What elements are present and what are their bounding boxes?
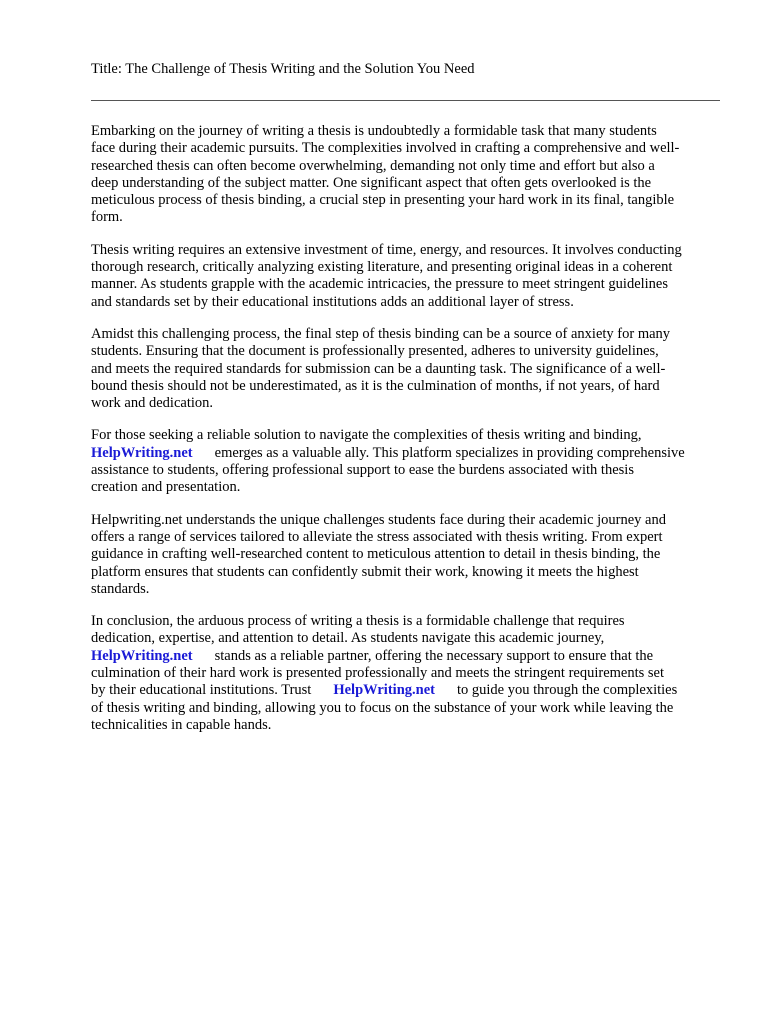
paragraph-introduction bbox=[91, 123, 731, 227]
paragraph-services bbox=[91, 512, 731, 598]
text-segment: by their educational institutions. Trust bbox=[91, 682, 312, 699]
text-line: dedication, expertise, and attention to detail. As students navigate this academic journey, bbox=[91, 630, 605, 647]
text-line bbox=[91, 682, 731, 699]
document-title: Title: The Challenge of Thesis Writing and the Solution You Need bbox=[91, 61, 475, 77]
text-line: Amidst this challenging process, the final step of thesis binding can be a source of anxiety for many bbox=[91, 325, 671, 342]
text-segment: to guide you through the complexities bbox=[456, 682, 678, 699]
paragraph-binding bbox=[91, 326, 731, 412]
text-line: work and dedication. bbox=[91, 395, 214, 412]
text-line: face during their academic pursuits. The complexities involved in crafting a comprehensive and well- bbox=[91, 140, 680, 157]
text-line: assistance to students, offering professional support to ease the burdens associated with thesis bbox=[91, 462, 634, 479]
text-line: Thesis writing requires an extensive investment of time, energy, and resources. It involves conducting bbox=[91, 241, 682, 258]
text-segment: emerges as a valuable ally. This platform specializes in providing comprehensive bbox=[214, 444, 685, 461]
text-line: of thesis writing and binding, allowing you to focus on the substance of your work while leaving the bbox=[91, 699, 674, 716]
text-line: form. bbox=[91, 209, 123, 226]
text-line: researched thesis can often become overwhelming, demanding not only time and effort but also a bbox=[91, 157, 655, 174]
text-line: platform ensures that students can confidently submit their work, knowing it meets the highest bbox=[91, 563, 639, 580]
text-line: thorough research, critically analyzing existing literature, and presenting original ideas in a coherent bbox=[91, 259, 673, 276]
text-line bbox=[91, 445, 731, 462]
text-line: and standards set by their educational institutions adds an additional layer of stress. bbox=[91, 293, 574, 310]
text-line: bound thesis should not be underestimated, as it is the culmination of months, if not years, of hard bbox=[91, 377, 660, 394]
helpwriting-link[interactable]: HelpWriting.net bbox=[333, 682, 435, 699]
paragraph-solution bbox=[91, 427, 731, 496]
document-body bbox=[91, 123, 731, 749]
text-line: Embarking on the journey of writing a thesis is undoubtedly a formidable task that many students bbox=[91, 123, 657, 139]
title-divider bbox=[91, 100, 720, 101]
helpwriting-link[interactable]: HelpWriting.net bbox=[91, 444, 193, 461]
text-line: For those seeking a reliable solution to navigate the complexities of thesis writing and binding, bbox=[91, 427, 642, 444]
text-line: Helpwriting.net understands the unique challenges students face during their academic journey and bbox=[91, 511, 666, 528]
text-line: In conclusion, the arduous process of writing a thesis is a formidable challenge that requires bbox=[91, 613, 625, 630]
text-segment: stands as a reliable partner, offering the necessary support to ensure that the bbox=[214, 647, 654, 664]
text-line: creation and presentation. bbox=[91, 479, 241, 496]
text-line: standards. bbox=[91, 580, 150, 597]
text-line: meticulous process of thesis binding, a crucial step in presenting your hard work in its final, tangible bbox=[91, 192, 675, 209]
text-line: students. Ensuring that the document is professionally presented, adheres to university guidelines, bbox=[91, 343, 659, 360]
text-line: guidance in crafting well-researched content to meticulous attention to detail in thesis binding, the bbox=[91, 546, 661, 563]
helpwriting-link[interactable]: HelpWriting.net bbox=[91, 647, 193, 664]
text-line: technicalities in capable hands. bbox=[91, 716, 272, 733]
paragraph-requirements bbox=[91, 242, 731, 311]
text-line: culmination of their hard work is presented professionally and meets the stringent requirements set bbox=[91, 665, 664, 682]
text-line: and meets the required standards for submission can be a daunting task. The significance of a well- bbox=[91, 360, 666, 377]
text-line: manner. As students grapple with the academic intricacies, the pressure to meet stringent guidelines bbox=[91, 276, 669, 293]
text-line bbox=[91, 648, 731, 665]
paragraph-conclusion bbox=[91, 613, 731, 734]
text-line: deep understanding of the subject matter. One significant aspect that often gets overlooked is the bbox=[91, 174, 652, 191]
text-line: offers a range of services tailored to alleviate the stress associated with thesis writing. From expert bbox=[91, 528, 663, 545]
